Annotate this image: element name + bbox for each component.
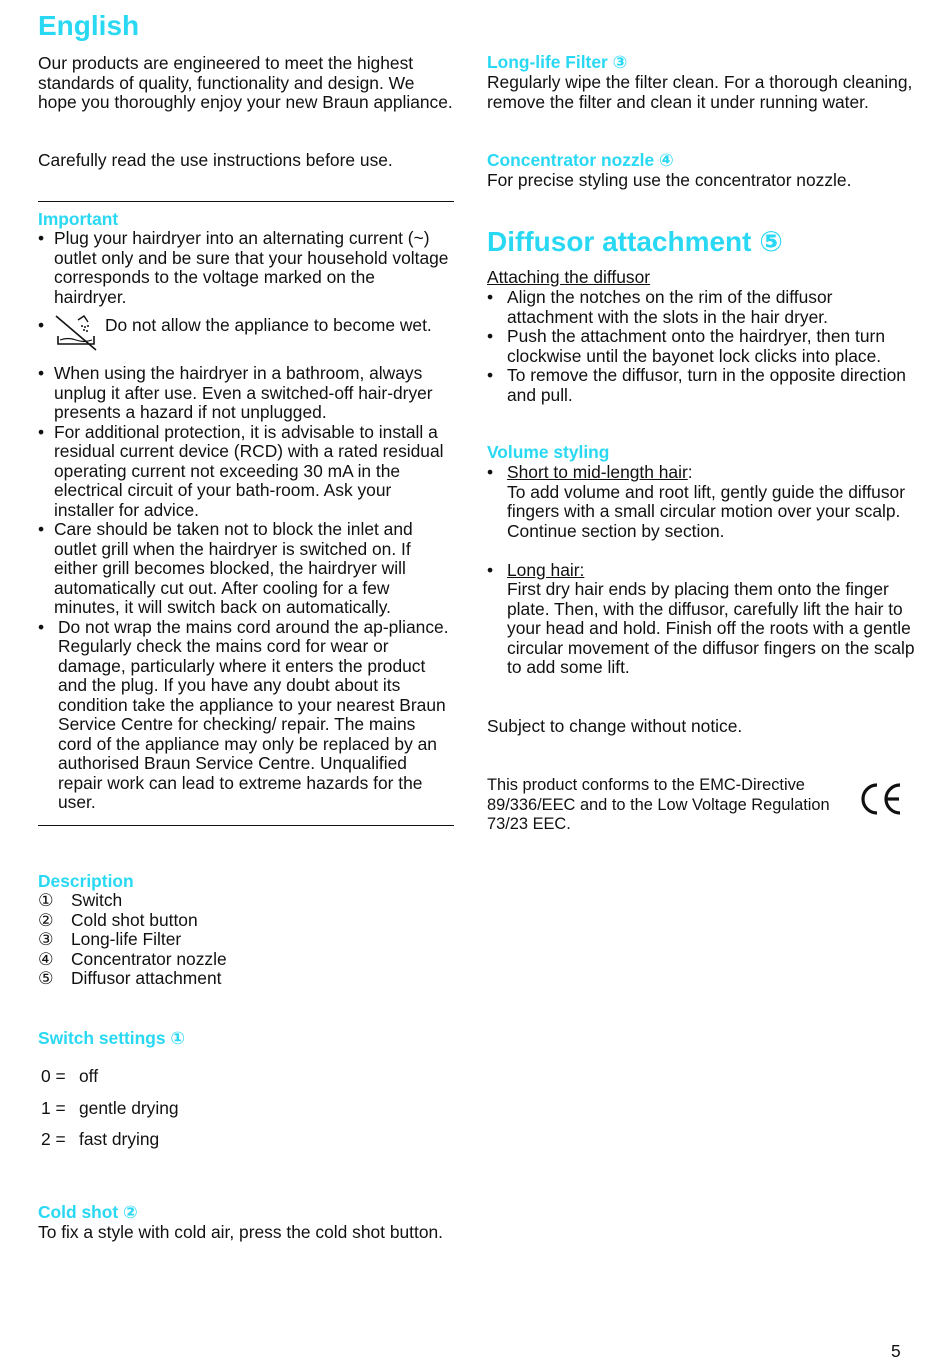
important-list bbox=[38, 229, 452, 813]
attaching-subheading: Attaching the diffusor bbox=[487, 267, 651, 287]
intro-paragraph: Our products are engineered to meet the highest standards of quality, functionality and design. We hope you thoroughly enjoy your new Braun appliance. bbox=[38, 53, 453, 112]
filter-text: Regularly wipe the filter clean. For a thorough cleaning, remove the filter and clean it under running water. bbox=[487, 72, 913, 112]
bullet: • bbox=[38, 616, 45, 637]
important-heading: Important bbox=[38, 209, 119, 229]
list-item: • Do not wrap the mains cord around the ap-pliance. Regularly check the mains cord for wear or damage, particularly where it enters the product and the plug. If you have any doubt about its condition take the appliance to your nearest Braun Service Centre for checking/ repair. The mains cord of the appliance may only be replaced by an authorised Braun Service Centre. Unqualified repair work can lead to extreme hazards for the user. bbox=[38, 616, 449, 812]
page-number: 5 bbox=[891, 1341, 901, 1361]
description-item: ⑤ Diffusor attachment bbox=[38, 968, 222, 988]
bullet: • bbox=[487, 326, 494, 346]
bullet: • bbox=[487, 365, 494, 385]
filter-heading: Long-life Filter ③ bbox=[487, 52, 628, 72]
description-list bbox=[38, 891, 454, 989]
switch-setting-row: 0 = off bbox=[41, 1066, 99, 1086]
description-item: ③ Long-life Filter bbox=[38, 929, 182, 949]
switch-setting-row: 2 = fast drying bbox=[41, 1129, 160, 1149]
ce-mark-icon bbox=[858, 781, 902, 817]
bullet: • bbox=[38, 228, 45, 248]
description-heading: Description bbox=[38, 871, 134, 891]
list-item: • Push the attachment onto the hairdryer, then turn clockwise until the bayonet lock clicks into place. bbox=[487, 326, 885, 366]
short-hair-text: To add volume and root lift, gently guide the diffusor fingers with a small circular motion over your scalp. Continue section by section. bbox=[507, 481, 905, 541]
divider-bottom bbox=[38, 825, 454, 826]
switch-settings-table bbox=[38, 1067, 454, 1162]
volume-heading: Volume styling bbox=[487, 442, 610, 462]
list-item: • Do not allow the appliance to become wet. bbox=[38, 316, 452, 354]
concentrator-text: For precise styling use the concentrator nozzle. bbox=[487, 170, 852, 190]
short-hair-label: Short to mid-length hair bbox=[507, 462, 688, 482]
list-item: • Plug your hairdryer into an alternating current (~) outlet only and be sure that your household voltage corresponds to the voltage marked on the hairdryer. bbox=[38, 228, 449, 307]
read-instructions-paragraph: Carefully read the use instructions before use. bbox=[38, 150, 393, 170]
list-item: • When using the hairdryer in a bathroom, always unplug it after use. Even a switched-off hair-dryer presents a hazard if not unplugged. bbox=[38, 363, 433, 422]
bullet: • bbox=[487, 462, 494, 482]
description-item: ④ Concentrator nozzle bbox=[38, 948, 227, 969]
bullet: • bbox=[38, 315, 45, 335]
switch-settings-heading: Switch settings ① bbox=[38, 1028, 186, 1048]
list-item: • Align the notches on the rim of the diffusor attachment with the slots in the hair dryer. bbox=[487, 287, 833, 327]
no-water-icon bbox=[54, 314, 102, 354]
page-title: English bbox=[38, 10, 140, 41]
diffusor-list bbox=[487, 288, 917, 405]
description-item: ② Cold shot button bbox=[38, 909, 198, 930]
list-item: • Care should be taken not to block the inlet and outlet grill when the hairdryer is switched on. If either grill becomes blocked, the hairdryer will automatically cut out. After cooling for a few minutes, it will switch back on automatically. bbox=[38, 519, 413, 617]
bullet: • bbox=[38, 421, 45, 442]
list-item: • To remove the diffusor, turn in the opposite direction and pull. bbox=[487, 365, 906, 405]
switch-setting-row: 1 = gentle drying bbox=[41, 1097, 179, 1118]
long-hair-text: First dry hair ends by placing them onto the finger plate. Then, with the diffusor, carefully lift the hair to your head and hold. Finish off the roots with a gentle circular movement of the diffusor fingers on the scalp to add some lift. bbox=[507, 579, 915, 677]
bullet: • bbox=[487, 559, 494, 580]
concentrator-heading: Concentrator nozzle ④ bbox=[487, 150, 674, 170]
cold-shot-heading: Cold shot ② bbox=[38, 1202, 138, 1222]
long-hair-label: Long hair: bbox=[507, 559, 585, 580]
diffusor-title: Diffusor attachment ⑤ bbox=[487, 226, 783, 257]
bullet: • bbox=[38, 519, 45, 539]
list-item: • Short to mid-length hair: To add volume and root lift, gently guide the diffusor fingers with a small circular motion over your scalp. Continue section by section. bbox=[487, 462, 905, 541]
description-item: ① Switch bbox=[38, 890, 123, 910]
bullet: • bbox=[487, 287, 494, 307]
conformity-text: This product conforms to the EMC-Directive 89/336/EEC and to the Low Voltage Regulation 73/23 EEC. bbox=[487, 776, 830, 833]
volume-list bbox=[487, 463, 917, 678]
change-notice: Subject to change without notice. bbox=[487, 716, 743, 736]
divider-top bbox=[38, 201, 454, 202]
bullet: • bbox=[38, 363, 45, 383]
list-item bbox=[487, 561, 917, 678]
list-item: • For additional protection, it is advisable to install a residual current device (RCD) with a rated residual operating current not exceeding 30 mA in the electrical circuit of your bath-room. Ask your installer for advice. bbox=[38, 421, 444, 520]
cold-shot-text: To fix a style with cold air, press the cold shot button. bbox=[38, 1222, 444, 1242]
